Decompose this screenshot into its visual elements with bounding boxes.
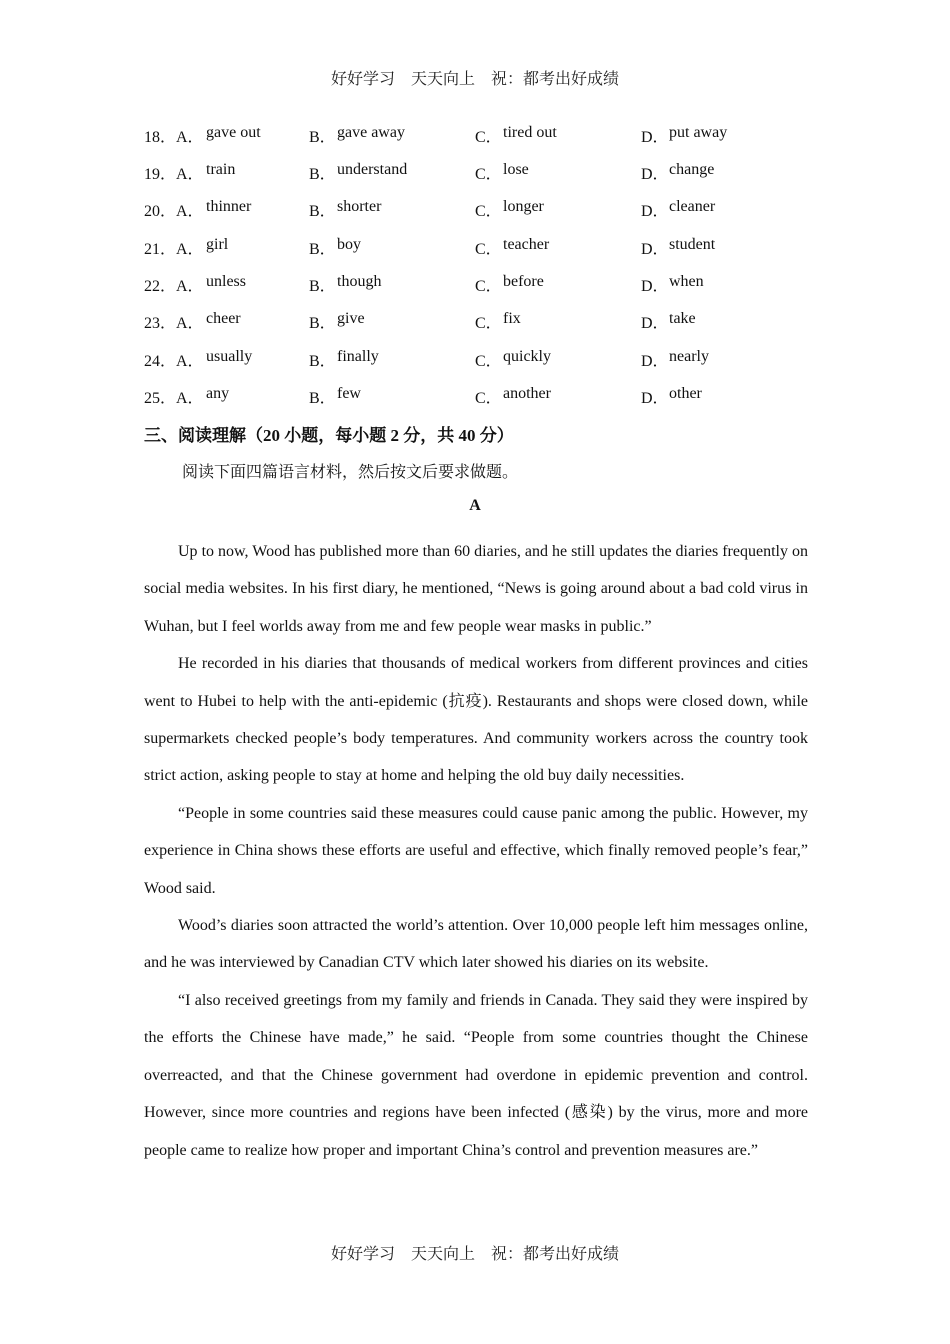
option-b: shorter <box>337 198 382 215</box>
option-c: tired out <box>503 124 557 141</box>
option-c-label: C． <box>475 315 502 332</box>
question-number: 25．A． <box>144 390 204 407</box>
question-row <box>0 385 950 409</box>
option-d: nearly <box>669 348 709 365</box>
option-d-label: D． <box>641 278 669 295</box>
option-b-label: B． <box>309 129 336 146</box>
option-d-label: D． <box>641 390 669 407</box>
option-d: put away <box>669 124 728 141</box>
option-c-label: C． <box>475 203 502 220</box>
option-a: cheer <box>206 310 241 327</box>
option-a: unless <box>206 273 246 290</box>
question-number: 22．A． <box>144 278 204 295</box>
option-d-label: D． <box>641 241 669 258</box>
option-b: gave away <box>337 124 405 141</box>
option-a: train <box>206 161 236 178</box>
option-c-label: C． <box>475 166 502 183</box>
option-d-label: D． <box>641 353 669 370</box>
option-b-label: B． <box>309 166 336 183</box>
option-b: though <box>337 273 382 290</box>
question-row <box>0 198 950 222</box>
question-row <box>0 273 950 297</box>
paragraph: Wood’s diaries soon attracted the world’s attention. Over 10,000 people left him messages online, and he was interviewed by Canadian CTV which later showed his diaries on its website. <box>144 917 808 972</box>
option-d-label: D． <box>641 315 669 332</box>
option-b-label: B． <box>309 315 336 332</box>
option-a: thinner <box>206 198 252 215</box>
paragraph: He recorded in his diaries that thousands of medical workers from different provinces and cities went to Hubei to help with the anti-epidemic (抗疫). Restaurants and shops were closed down, while supermarkets checked people’s body temperatures. And community workers across the country took strict action, asking people to stay at home and helping the old buy daily necessities. <box>144 655 808 785</box>
option-b: few <box>337 385 361 402</box>
paragraph: Up to now, Wood has published more than 60 diaries, and he still updates the diaries frequently on social media websites. In his first diary, he mentioned, “News is going around about a bad cold virus in Wuhan, but I feel worlds away from me and few people wear masks in public.” <box>144 543 808 635</box>
option-c-label: C． <box>475 241 502 258</box>
question-number: 19．A． <box>144 166 204 183</box>
option-c-label: C． <box>475 278 502 295</box>
option-b: boy <box>337 236 361 253</box>
option-c: before <box>503 273 544 290</box>
passage-label: A <box>469 497 481 514</box>
option-d-label: D． <box>641 203 669 220</box>
option-b: finally <box>337 348 379 365</box>
question-number: 20．A． <box>144 203 204 220</box>
option-c: fix <box>503 310 521 327</box>
option-c: lose <box>503 161 529 178</box>
question-number: 23．A． <box>144 315 204 332</box>
option-a: usually <box>206 348 253 365</box>
option-b-label: B． <box>309 390 336 407</box>
option-d: other <box>669 385 702 402</box>
option-d: cleaner <box>669 198 716 215</box>
option-c-label: C． <box>475 390 502 407</box>
question-row <box>0 124 950 148</box>
option-a: gave out <box>206 124 261 141</box>
paragraph: “I also received greetings from my family and friends in Canada. They said they were inspired by the efforts the Chinese have made,” he said. “People from some countries thought the Chinese overreacted, and that the Chinese government had overdone in epidemic prevention and control. However, since more countries and regions have been infected (感染) by the virus, more and more people came to realize how proper and important China’s control and prevention measures are.” <box>144 991 808 1159</box>
option-d: when <box>669 273 704 290</box>
option-c: teacher <box>503 236 550 253</box>
question-number: 21．A． <box>144 241 204 258</box>
option-a: girl <box>206 236 229 253</box>
question-number: 24．A． <box>144 353 204 370</box>
question-row <box>0 348 950 372</box>
option-c: quickly <box>503 348 551 365</box>
option-b-label: B． <box>309 353 336 370</box>
option-b-label: B． <box>309 241 336 258</box>
question-row <box>0 236 950 260</box>
question-number: 18．A． <box>144 129 204 146</box>
option-b: give <box>337 310 365 327</box>
option-c: another <box>503 385 551 402</box>
section-instruction: 阅读下面四篇语言材料，然后按文后要求做题。 <box>182 464 519 481</box>
option-d: student <box>669 236 716 253</box>
option-d: change <box>669 161 715 178</box>
option-b: understand <box>337 161 408 178</box>
question-row <box>0 161 950 185</box>
option-a: any <box>206 385 230 402</box>
passage-text <box>144 533 808 1169</box>
question-row <box>0 310 950 334</box>
option-b-label: B． <box>309 278 336 295</box>
option-c-label: C． <box>475 353 502 370</box>
option-d-label: D． <box>641 129 669 146</box>
section-title: 三、阅读理解（20 小题，每小题 2 分，共 40 分） <box>144 426 514 445</box>
page-header: 好好学习 天天向上 祝：都考出好成绩 <box>330 71 619 88</box>
option-d-label: D． <box>641 166 669 183</box>
option-b-label: B． <box>309 203 336 220</box>
page-footer: 好好学习 天天向上 祝：都考出好成绩 <box>330 1246 619 1263</box>
option-d: take <box>669 310 696 327</box>
option-c: longer <box>503 198 544 215</box>
paragraph: “People in some countries said these measures could cause panic among the public. However, my experience in China shows these efforts are useful and effective, which finally removed people’s fear,” Wood said. <box>144 804 808 897</box>
option-c-label: C． <box>475 129 502 146</box>
